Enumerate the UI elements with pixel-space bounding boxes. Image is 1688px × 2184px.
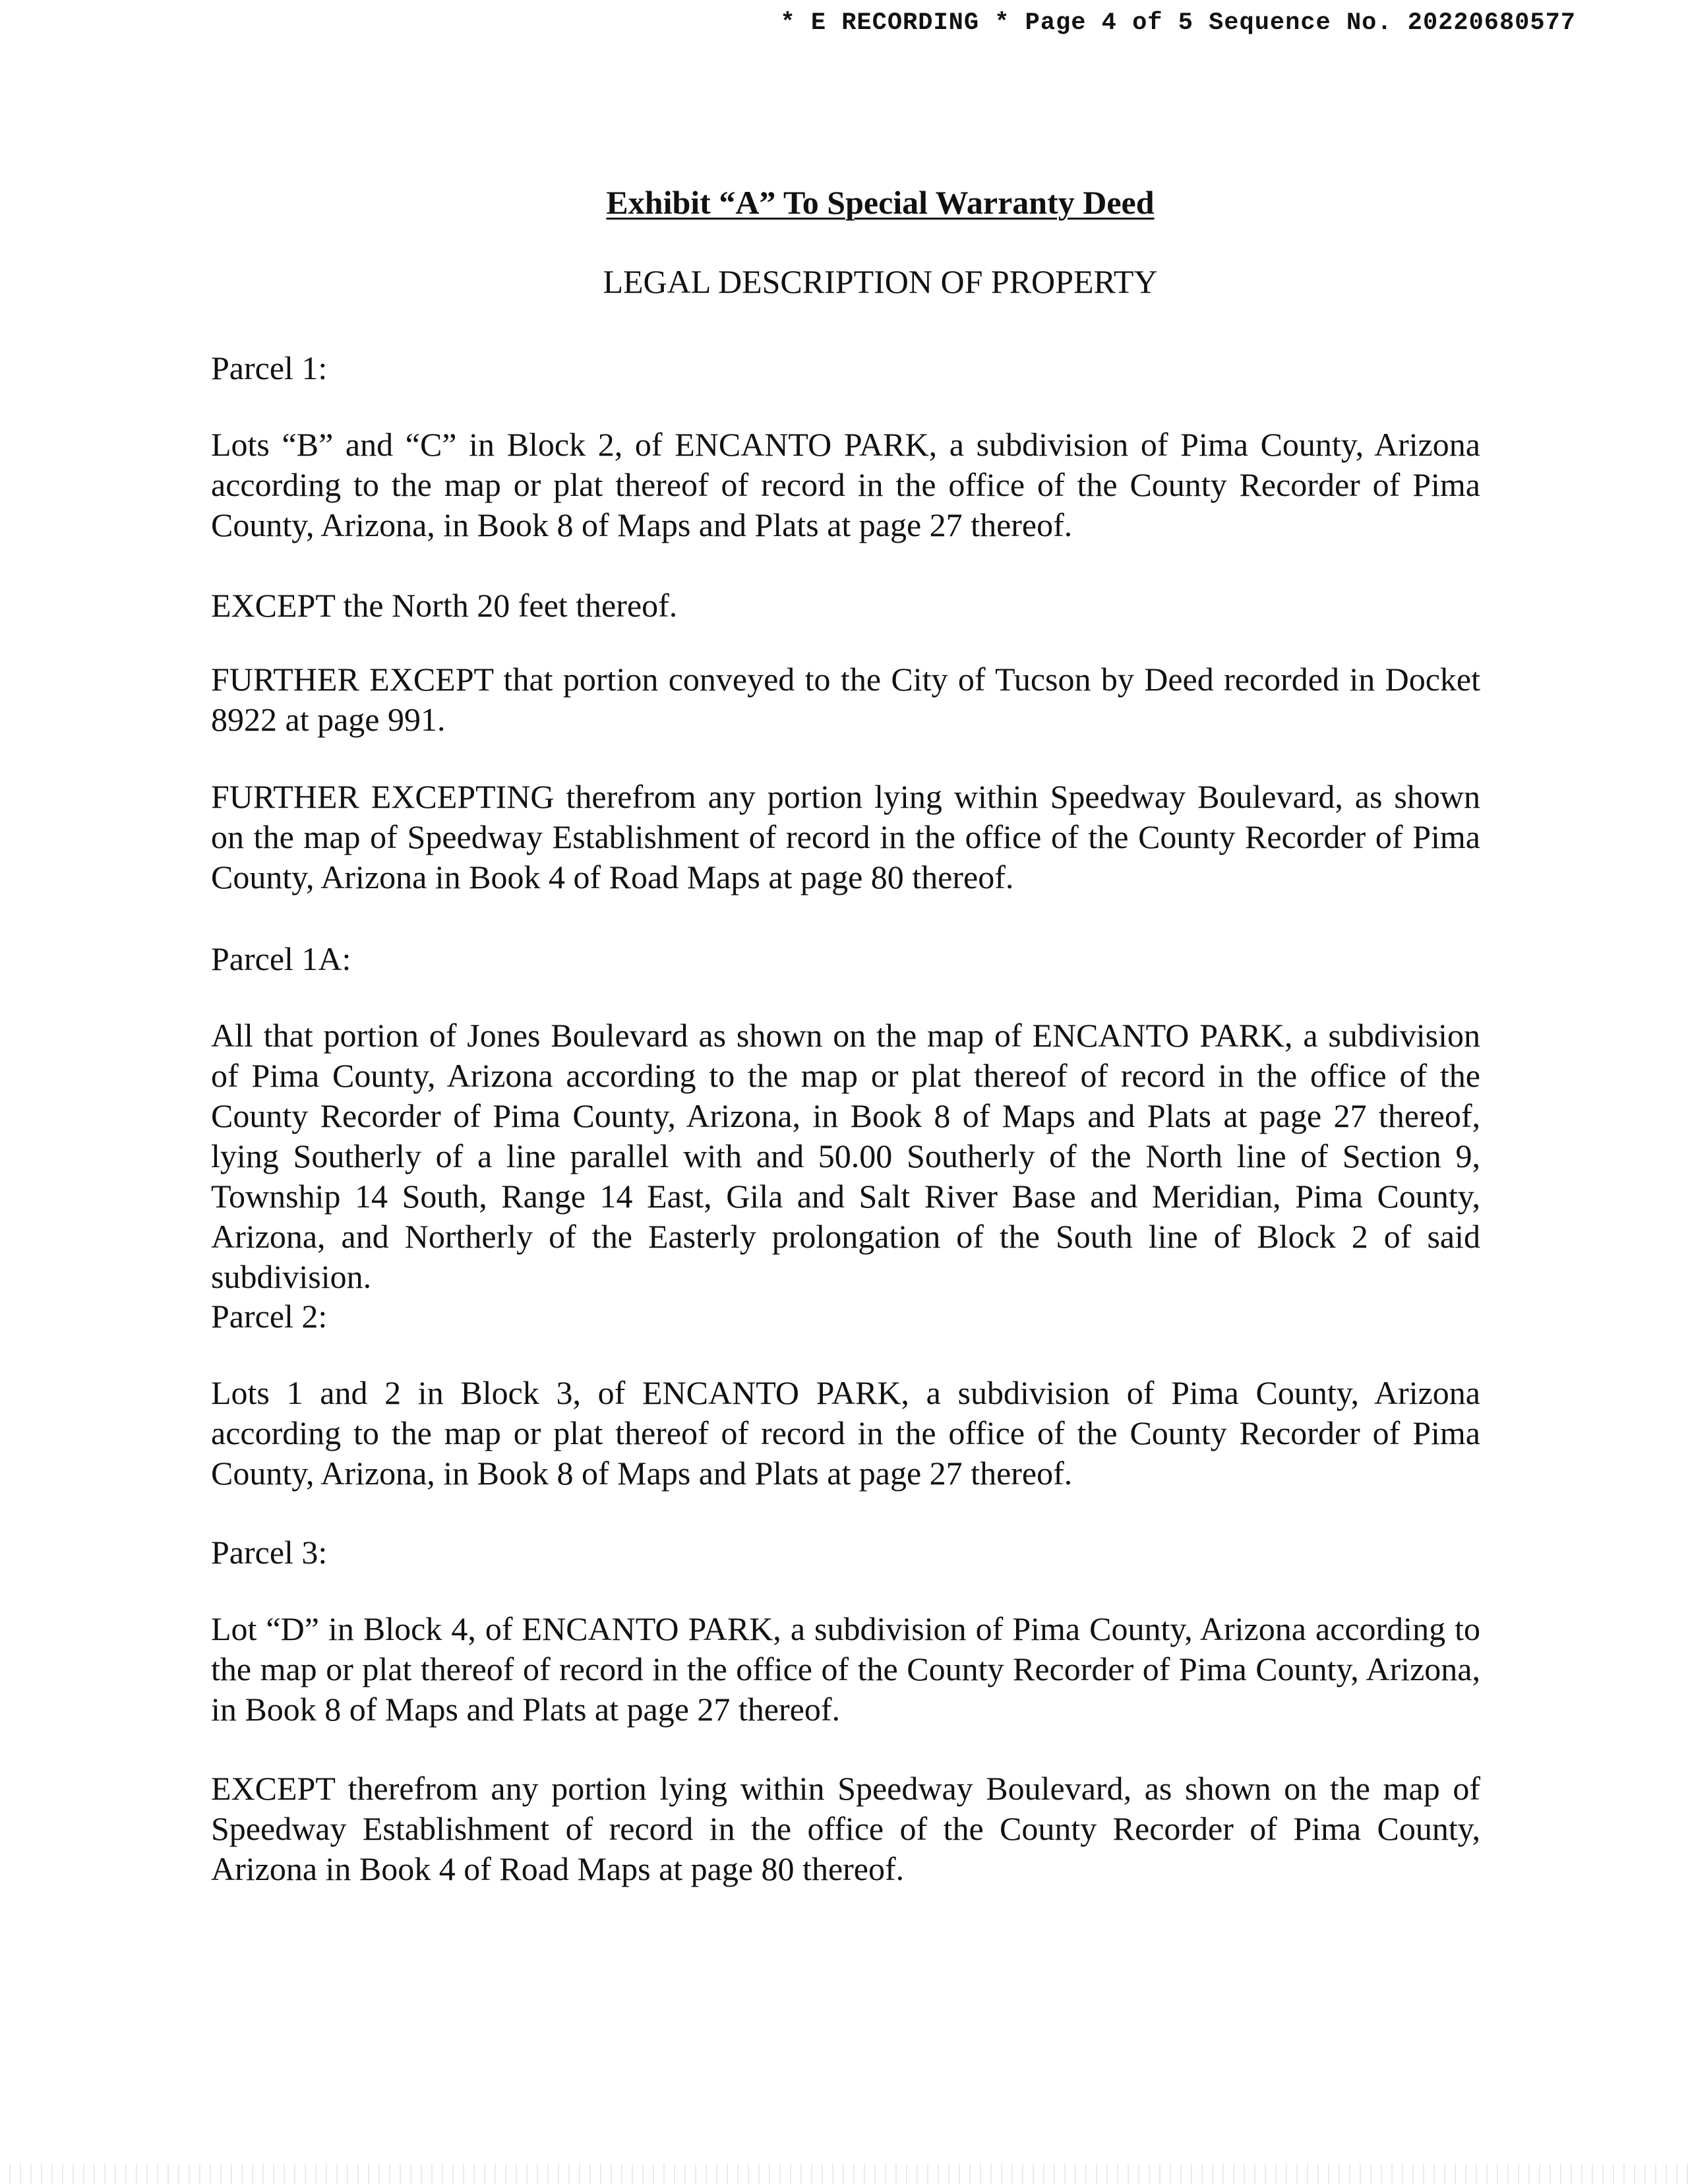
parcel-1-except-north: EXCEPT the North 20 feet thereof. [211,587,678,624]
parcel-1a-label: Parcel 1A: [211,940,351,977]
parcel-1-label: Parcel 1: [211,349,328,386]
recording-header: * E RECORDING * Page 4 of 5 Sequence No. 20220680577 [780,9,1576,37]
scan-edge-artifact [0,2164,1688,2184]
parcel-1-description: Lots “B” and “C” in Block 2, of ENCANTO PARK, a subdivision of Pima County, Arizona according to the map or plat thereof of record in the office of the County Recorder of Pima County, Arizona, in Book 8 of Maps and Plats at page 27 thereof. [211,426,1480,543]
exhibit-title: Exhibit “A” To Special Warranty Deed [606,184,1155,221]
legal-description-heading: LEGAL DESCRIPTION OF PROPERTY [603,263,1158,300]
parcel-3-description: Lot “D” in Block 4, of ENCANTO PARK, a subdivision of Pima County, Arizona according to the map or plat thereof of record in the office of the County Recorder of Pima County, Arizona, in Book 8 of Maps and Plats at page 27 thereof. [211,1610,1480,1728]
parcel-3-label: Parcel 3: [211,1534,328,1571]
parcel-1a-description: All that portion of Jones Boulevard as shown on the map of ENCANTO PARK, a subdivision of Pima County, Arizona according to the map or plat thereof of record in the office of the County Recorder of Pima County, Arizona, in Book 8 of Maps and Plats at page 27 thereof, lying Southerly of a line parallel with and 50.00 Southerly of the North line of Section 9, Township 14 South, Range 14 East, Gila and Salt River Base and Meridian, Pima County, Arizona, and Northerly of the Easterly prolongation of the South line of Block 2 of said subdivision. [211,1017,1480,1295]
parcel-3-except-speedway: EXCEPT therefrom any portion lying within Speedway Boulevard, as shown on the map of Speedway Establishment of record in the office of the County Recorder of Pima County, Arizona in Book 4 of Road Maps at page 80 thereof. [211,1770,1480,1887]
parcel-2-label: Parcel 2: [211,1298,328,1335]
parcel-1-except-tucson: FURTHER EXCEPT that portion conveyed to the City of Tucson by Deed recorded in Docket 8922 at page 991. [211,661,1480,738]
parcel-1-except-speedway: FURTHER EXCEPTING therefrom any portion lying within Speedway Boulevard, as shown on the map of Speedway Establishment of record in the office of the County Recorder of Pima County, Arizona in Book 4 of Road Maps at page 80 thereof. [211,778,1480,895]
parcel-2-description: Lots 1 and 2 in Block 3, of ENCANTO PARK, a subdivision of Pima County, Arizona according to the map or plat thereof of record in the office of the County Recorder of Pima County, Arizona, in Book 8 of Maps and Plats at page 27 thereof. [211,1374,1480,1492]
